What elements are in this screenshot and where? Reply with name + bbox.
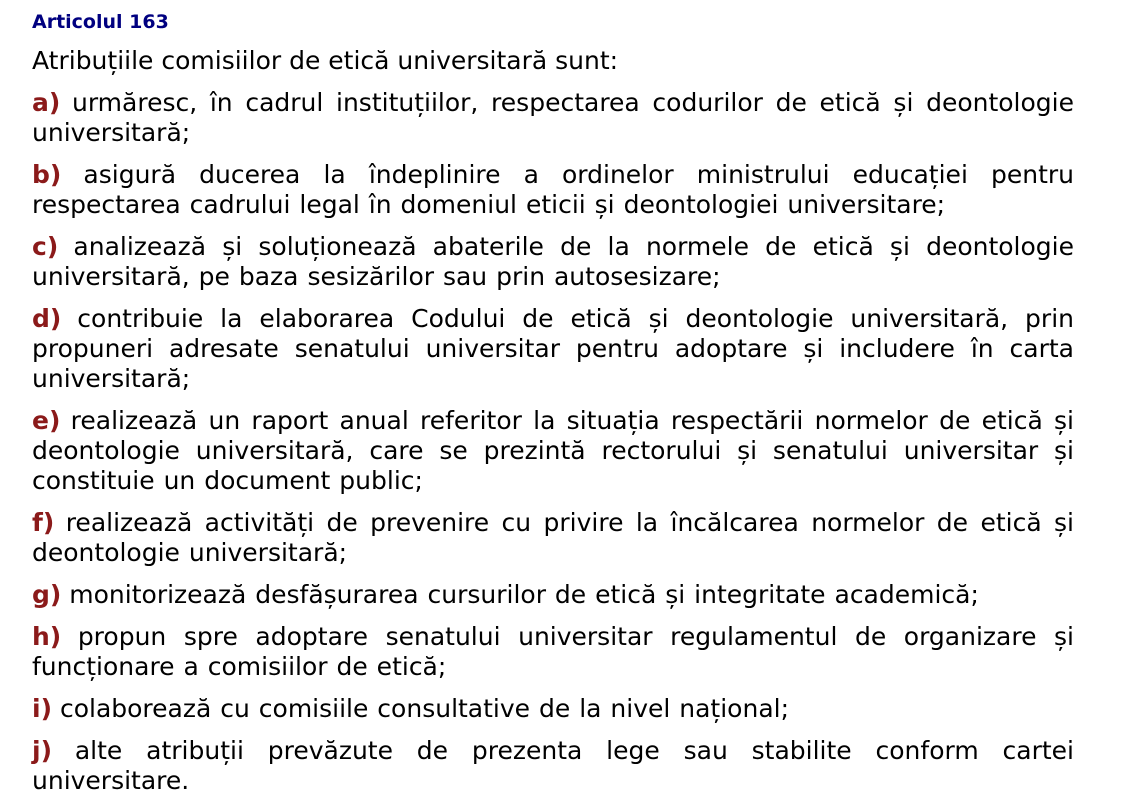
article-title: Articolul 163 [32, 11, 169, 33]
item-text: analizează și soluționează abaterile de la normele de etică și deontologie universitară, pe baza sesizărilor sau prin autosesizare; [32, 232, 1074, 291]
list-item [32, 508, 1074, 568]
item-text: realizează activități de prevenire cu privire la încălcarea normelor de etică și deontologie universitară; [32, 508, 1074, 567]
item-text: realizează un raport anual referitor la situația respectării normelor de etică și deontologie universitară, care se prezintă rectorului și senatului universitar și constituie un document public; [32, 406, 1074, 495]
item-letter: h) [32, 622, 62, 651]
list-item [32, 232, 1074, 292]
item-letter: j) [32, 736, 52, 765]
item-letter: c) [32, 232, 59, 261]
list-item [32, 580, 1074, 610]
list-item [32, 736, 1074, 796]
item-text: propun spre adoptare senatului universitar regulamentul de organizare și funcționare a comisiilor de etică; [32, 622, 1074, 681]
item-letter: b) [32, 160, 62, 189]
article [32, 6, 1074, 796]
list-item [32, 304, 1074, 394]
list-item [32, 406, 1074, 496]
article-intro: Atribuțiile comisiilor de etică universitară sunt: [32, 46, 619, 75]
item-list [32, 88, 1074, 796]
list-item [32, 622, 1074, 682]
item-text: alte atribuții prevăzute de prezenta lege sau stabilite conform cartei universitare. [32, 736, 1074, 795]
item-letter: i) [32, 694, 52, 723]
item-text: contribuie la elaborarea Codului de etică și deontologie universitară, prin propuneri adresate senatului universitar pentru adoptare și includere în carta universitară; [32, 304, 1074, 393]
item-letter: d) [32, 304, 62, 333]
item-letter: g) [32, 580, 62, 609]
list-item [32, 694, 1074, 724]
item-letter: e) [32, 406, 61, 435]
list-item [32, 160, 1074, 220]
item-text: monitorizează desfășurarea cursurilor de etică și integritate academică; [69, 580, 979, 609]
list-item [32, 88, 1074, 148]
item-letter: f) [32, 508, 55, 537]
item-text: urmăresc, în cadrul instituțiilor, respectarea codurilor de etică și deontologie universitară; [32, 88, 1074, 147]
item-letter: a) [32, 88, 61, 117]
item-text: asigură ducerea la îndeplinire a ordinelor ministrului educației pentru respectarea cadrului legal în domeniul eticii și deontologiei universitare; [32, 160, 1074, 219]
item-text: colaborează cu comisiile consultative de la nivel național; [59, 694, 790, 723]
